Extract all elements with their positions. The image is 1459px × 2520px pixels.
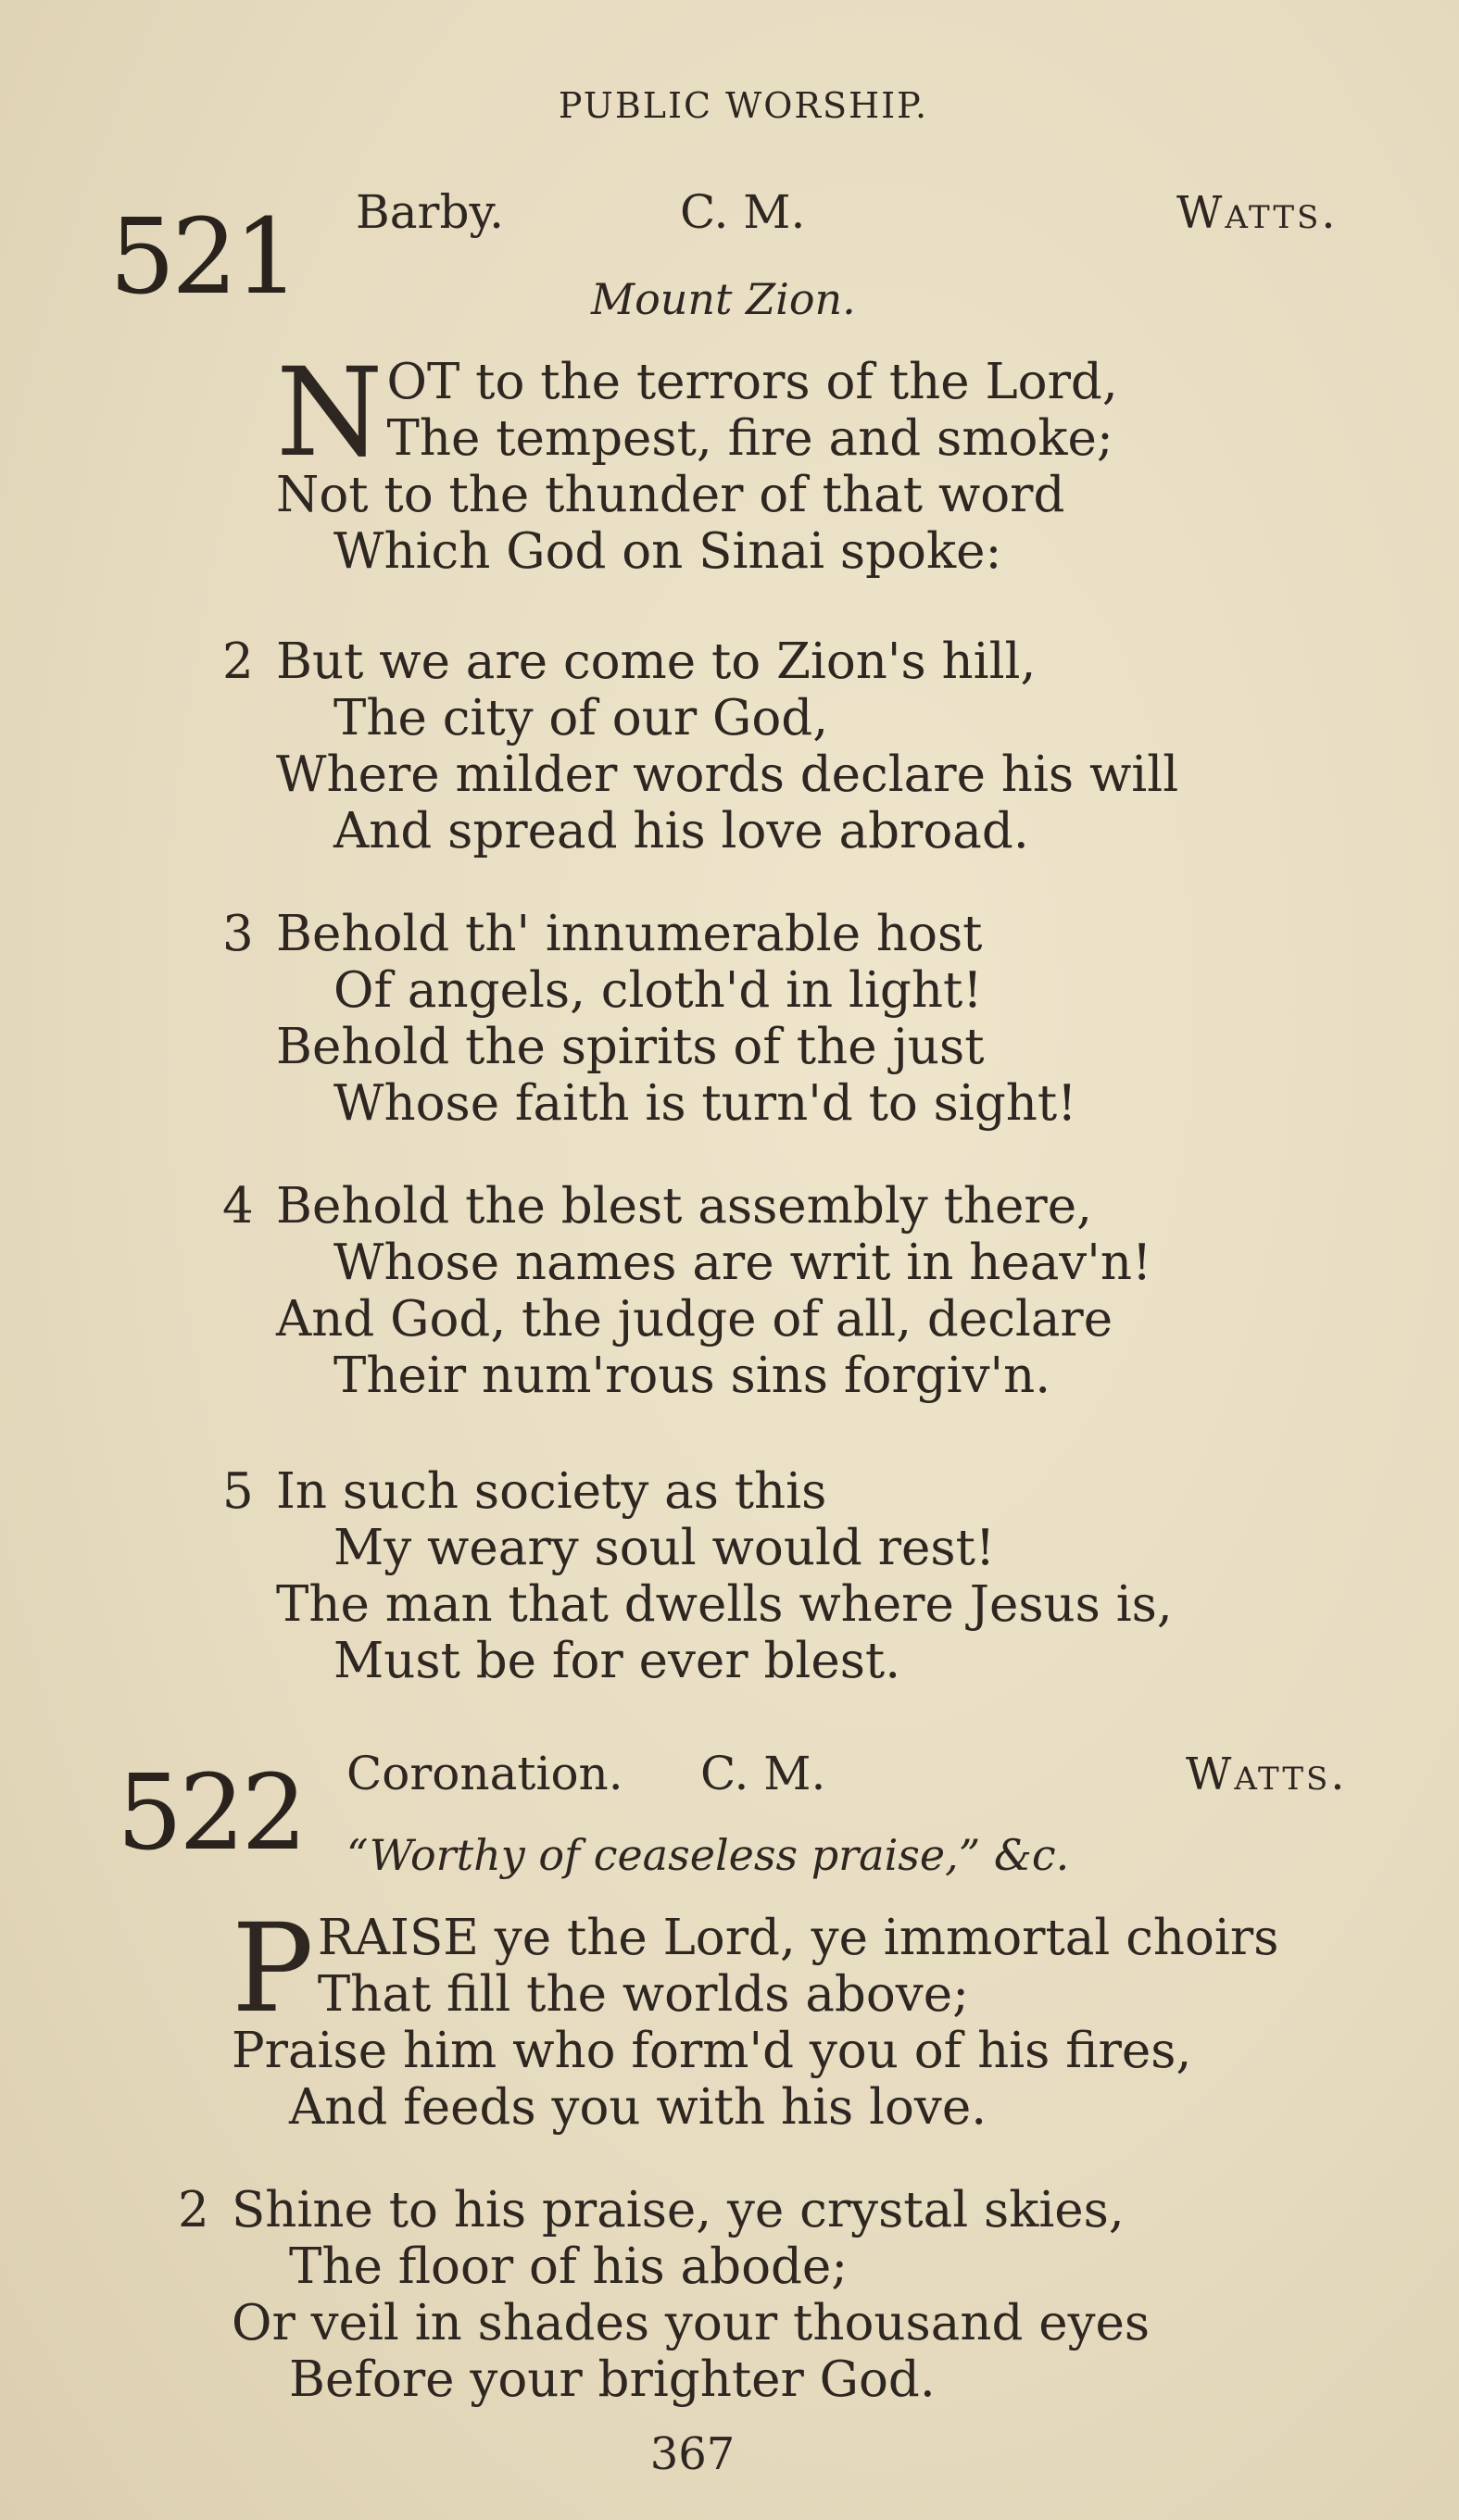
verse-line: Shine to his praise, ye crystal skies, — [232, 2182, 1125, 2238]
author: Watts. — [1176, 187, 1339, 239]
verse-line: Behold the blest assembly there, — [276, 1178, 1092, 1235]
stanza-1 — [276, 342, 1118, 580]
stanza-number: 4 — [222, 1178, 254, 1235]
verse-line: In such society as this — [276, 1463, 827, 1520]
verse-line: OT to the terrors of the Lord, — [386, 354, 1118, 410]
page-number: 367 — [649, 2428, 736, 2480]
tune-name: Coronation. — [346, 1747, 623, 1800]
verse-line: Or veil in shades your thousand eyes — [232, 2295, 1151, 2351]
hymn-subtitle: “Worthy of ceaseless praise,” &c. — [346, 1830, 1070, 1880]
stanza-2 — [178, 2182, 1151, 2408]
author: Watts. — [1186, 1749, 1348, 1800]
verse-line: The man that dwells where Jesus is, — [276, 1576, 1173, 1633]
drop-cap: N — [276, 342, 384, 484]
stanza-number: 5 — [222, 1463, 254, 1520]
hymn-number: 521 — [109, 197, 296, 318]
verse-line: Which God on Sinai spoke: — [333, 523, 1002, 580]
verse-line: Before your brighter God. — [289, 2351, 936, 2408]
verse-line: Whose faith is turn'd to sight! — [333, 1075, 1077, 1132]
verse-line: Where milder words declare his will — [276, 746, 1179, 803]
verse-line: But we are come to Zion's hill, — [276, 633, 1037, 690]
stanza-3 — [222, 906, 1077, 1132]
verse-line: Not to the thunder of that word — [276, 467, 1065, 523]
running-header: PUBLIC WORSHIP. — [558, 85, 929, 126]
verse-line: The floor of his abode; — [289, 2238, 849, 2295]
hymn-subtitle: Mount Zion. — [591, 274, 856, 324]
meter: C. M. — [680, 185, 806, 239]
stanza-number: 2 — [178, 2182, 209, 2238]
verse-line: Whose names are writ in heav'n! — [333, 1235, 1152, 1291]
verse-line: Must be for ever blest. — [333, 1633, 901, 1689]
verse-line: And God, the judge of all, declare — [276, 1291, 1113, 1348]
drop-cap: P — [232, 1898, 314, 2040]
verse-line: RAISE ye the Lord, ye immortal choirs — [317, 1910, 1279, 1966]
verse-line: Of angels, cloth'd in light! — [333, 962, 983, 1019]
stanza-number: 3 — [222, 906, 254, 962]
stanza-number: 2 — [222, 633, 254, 690]
verse-line: My weary soul would rest! — [333, 1520, 996, 1576]
verse-line: Behold the spirits of the just — [276, 1019, 985, 1075]
meter: C. M. — [700, 1747, 826, 1800]
stanza-2 — [222, 633, 1179, 859]
verse-line: And feeds you with his love. — [289, 2079, 987, 2136]
hymn-number: 522 — [117, 1753, 304, 1874]
stanza-4 — [222, 1178, 1152, 1404]
verse-line: The tempest, fire and smoke; — [386, 410, 1113, 467]
verse-line: The city of our God, — [333, 690, 829, 746]
stanza-1 — [232, 1898, 1279, 2136]
tune-name: Barby. — [356, 185, 504, 239]
verse-line: Praise him who form'd you of his fires, — [232, 2023, 1192, 2079]
verse-line: Their num'rous sins forgiv'n. — [333, 1348, 1051, 1404]
verse-line: That fill the worlds above; — [317, 1966, 969, 2023]
verse-line: Behold th' innumerable host — [276, 906, 983, 962]
stanza-5 — [222, 1463, 1173, 1689]
verse-line: And spread his love abroad. — [333, 803, 1029, 859]
